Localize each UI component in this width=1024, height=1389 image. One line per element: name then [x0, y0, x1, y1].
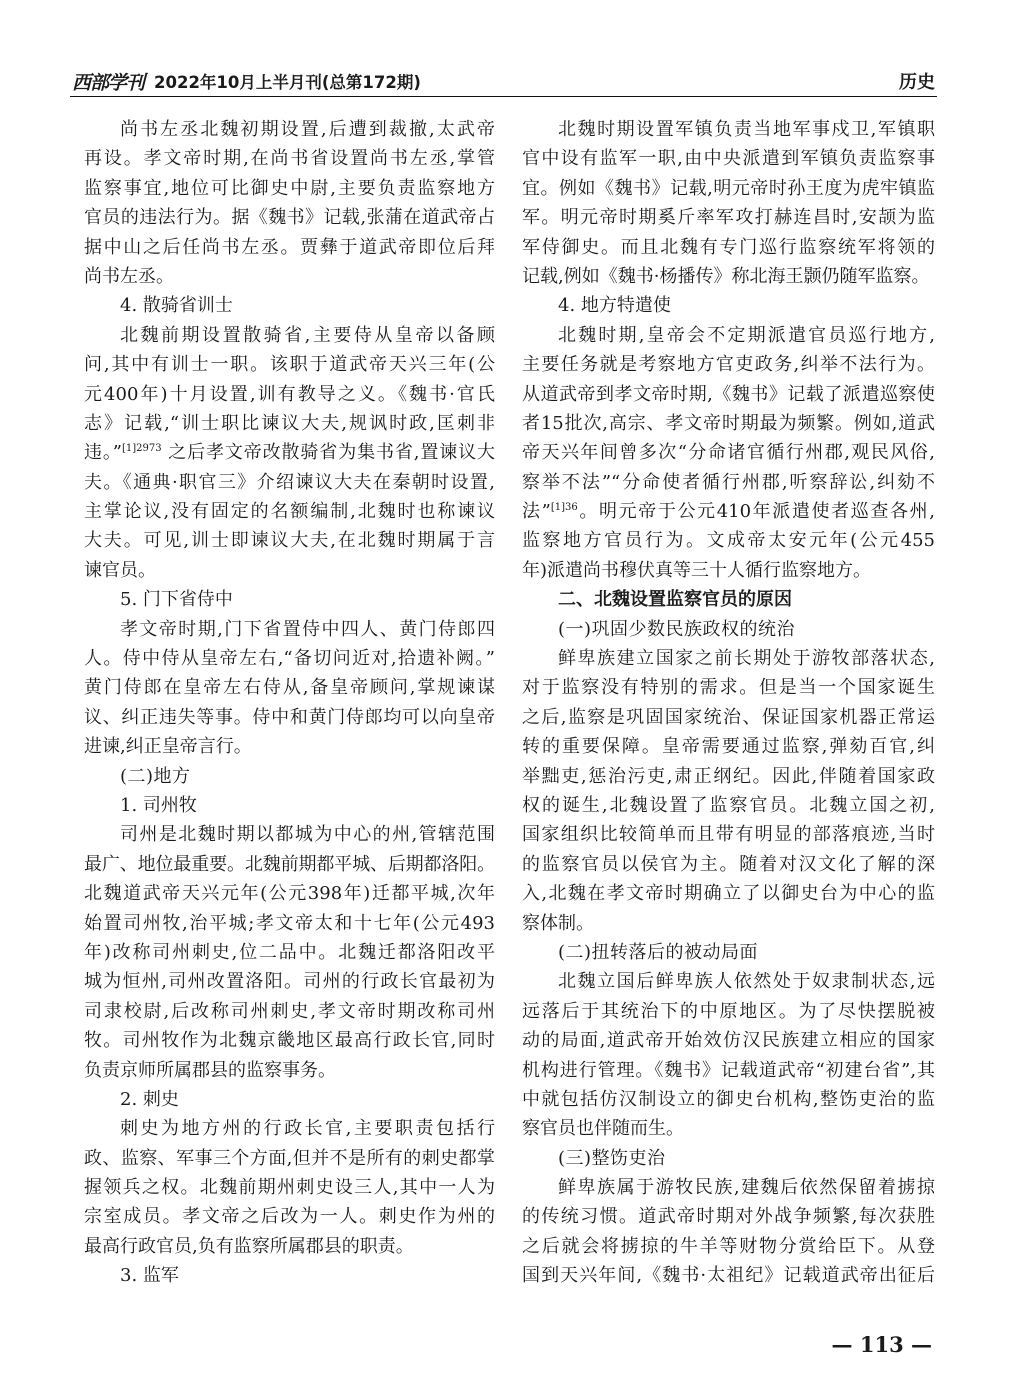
section-heading: 4. 地方特遣使: [558, 295, 671, 317]
text-line: 权的诞生,北魏设置了监察官员。北魏立国之初,: [522, 794, 935, 816]
text-line: 司州是北魏时期以都城为中心的州,管辖范围: [120, 824, 495, 846]
text-line: 机构进行管理。《魏书》记载道武帝“初建台省”,其: [522, 1059, 935, 1081]
text-line: 远落后于其统治下的中原地区。为了尽快摆脱被: [522, 1000, 935, 1022]
text-line: 主要任务就是考察地方官吏政务,纠举不法行为。: [522, 354, 935, 376]
section-heading: (二)扭转落后的被动局面: [558, 941, 759, 963]
text-line: 对于监察没有特别的需求。但是当一个国家诞生: [522, 677, 935, 699]
text-line: 元400年)十月设置,训有教导之义。《魏书·官氏: [84, 383, 495, 405]
running-header: [70, 70, 937, 97]
text-line: 监察地方官员行为。文成帝太安元年(公元455: [522, 530, 935, 552]
text-line: 北魏立国后鲜卑族人依然处于奴隶制状态,远: [558, 971, 935, 993]
text-line: 负责京师所属郡县的监察事务。: [84, 1059, 336, 1081]
text-line: 握领兵之权。北魏前期州刺史设三人,其中一人为: [84, 1177, 495, 1199]
section-heading: (三)整饬吏治: [558, 1147, 666, 1169]
text-line: 问,其中有训士一职。该职于道武帝天兴三年(公: [84, 354, 495, 376]
section-heading: 二、北魏设置监察官员的原因: [558, 589, 792, 611]
right-column: [522, 115, 935, 1291]
text-line: 军。明元帝时期奚斤率军攻打赫连昌时,安颉为监: [522, 207, 935, 229]
text-line: 者15批次,高宗、孝文帝时期最为频繁。例如,道武: [522, 412, 935, 434]
text-line: 孝文帝时期,门下省置侍中四人、黄门侍郎四: [120, 618, 495, 640]
text-line: 最高行政官员,负有监察所属郡县的职责。: [84, 1235, 414, 1257]
text-line: 中就包括仿汉制设立的御史台机构,整饬吏治的监: [522, 1088, 935, 1110]
section-heading: 4. 散骑省训士: [120, 295, 233, 317]
section-label: 历史: [899, 72, 935, 93]
text-line: 大夫。可见,训士即谏议大夫,在北魏时期属于言: [84, 530, 495, 552]
text-line: 记载,例如《魏书·杨播传》称北海王颢仍随军监察。: [522, 265, 930, 287]
text-line: [84, 438, 495, 467]
text-line: 主掌论议,没有固定的名额编制,北魏时也称谏议: [84, 501, 495, 523]
text-line: 司隶校尉,后改称司州刺史,孝文帝时期改称司州: [84, 1000, 495, 1022]
section-heading: 1. 司州牧: [120, 794, 197, 816]
text-line: 转的重要保障。皇帝需要通过监察,弹劾百官,纠: [522, 736, 935, 758]
text-line: 察体制。: [522, 912, 594, 934]
text-line: 年)派遣尚书穆伏真等三十人循行监察地方。: [522, 559, 872, 581]
text-line: 谏官员。: [84, 559, 156, 581]
text-line: 帝天兴年间曾多次“分命诸官循行州郡,观民风俗,: [522, 442, 935, 464]
text-line: 的传统习惯。道武帝时期对外战争频繁,每次获胜: [522, 1206, 935, 1228]
text-line: 的监察官员以侯官为主。随着对汉文化了解的深: [522, 853, 935, 875]
text-line: 动的局面,道武帝开始效仿汉民族建立相应的国家: [522, 1030, 935, 1052]
text-line: 察官员也伴随而生。: [522, 1118, 684, 1140]
left-column: [84, 115, 495, 1291]
text-line: 国家组织比较简单而且带有明显的部落痕迹,当时: [522, 824, 935, 846]
text-line: 北魏时期,皇帝会不定期派遣官员巡行地方,: [558, 324, 935, 346]
section-heading: 5. 门下省侍中: [120, 589, 233, 611]
text-line: 进谏,纠正皇帝言行。: [84, 736, 252, 758]
text-line: 再设。孝文帝时期,在尚书省设置尚书左丞,掌管: [84, 148, 495, 170]
issue-info: 2022年10月上半月刊(总第172期): [154, 73, 421, 92]
text-line: 黄门侍郎在皇帝左右侍从,备皇帝顾问,掌规谏谋: [84, 677, 495, 699]
text-line: 北魏时期设置军镇负责当地军事戍卫,军镇职: [558, 119, 935, 140]
page-number: — 113 —: [831, 1332, 932, 1357]
section-heading: (二)地方: [120, 765, 191, 787]
text-line: 北魏前期设置散骑省,主要侍从皇帝以备顾: [120, 324, 495, 346]
text-line: 刺史为地方州的行政长官,主要职责包括行: [120, 1118, 495, 1140]
citation-superscript: [1]2973: [121, 443, 162, 455]
text-segment: 违。”: [84, 442, 122, 464]
text-line: 从道武帝到孝文帝时期,《魏书》记载了派遣巡察使: [522, 383, 935, 405]
text-line: 据中山之后任尚书左丞。贾彝于道武帝即位后拜: [84, 236, 495, 258]
text-line: 最广、地位最重要。北魏前期都平城、后期都洛阳。: [84, 853, 495, 875]
text-line: 举黜吏,惩治污吏,肃正纲纪。因此,伴随着国家政: [522, 765, 935, 787]
text-line: 官中设有监军一职,由中央派遣到军镇负责监察事: [522, 148, 935, 170]
text-line: 入,北魏在孝文帝时期确立了以御史台为中心的监: [522, 883, 935, 905]
text-line: 鲜卑族属于游牧民族,建魏后依然保留着掳掠: [558, 1177, 935, 1199]
text-line: 尚书左丞北魏初期设置,后遭到裁撤,太武帝: [120, 119, 495, 140]
text-line: 尚书左丞。: [84, 265, 174, 287]
text-line: 官员的违法行为。据《魏书》记载,张蒲在道武帝占: [84, 207, 495, 229]
text-line: 始置司州牧,治平城;孝文帝太和十七年(公元493: [84, 912, 495, 934]
text-line: 志》记载,“训士职比谏议大夫,规讽时政,匡刺非: [84, 412, 495, 434]
text-line: 人。侍中侍从皇帝左右,“备切问近对,拾遗补阙。”: [84, 648, 495, 670]
text-line: 监察事宜,地位可比御史中尉,主要负责监察地方: [84, 177, 495, 199]
text-line: 国到天兴年间,《魏书·太祖纪》记载道武帝出征后: [522, 1265, 935, 1287]
text-line: 鲜卑族建立国家之前长期处于游牧部落状态,: [558, 648, 935, 670]
text-segment: 法”: [522, 501, 551, 523]
text-line: 之后,监察是巩固国家统治、保证国家机器正常运: [522, 706, 935, 728]
citation-superscript: [1]36: [550, 502, 578, 514]
text-line: 军侍御史。而且北魏有专门巡行监察统军将领的: [522, 236, 935, 258]
journal-logo: 西部学刊: [72, 72, 145, 94]
text-line: [522, 497, 935, 526]
text-line: 城为恒州,司州改置洛阳。司州的行政长官最初为: [84, 971, 495, 993]
text-line: 宜。例如《魏书》记载,明元帝时孙王度为虎牢镇监: [522, 177, 935, 199]
text-line: 之后就会将掳掠的牛羊等财物分赏给臣下。从登: [522, 1235, 935, 1257]
text-line: 察举不法”“分命使者循行州郡,听察辞讼,纠劾不: [522, 471, 935, 493]
text-line: 年)改称司州刺史,位二品中。北魏迁都洛阳改平: [84, 941, 495, 963]
text-line: 北魏道武帝天兴元年(公元398年)迁都平城,次年: [84, 883, 495, 905]
section-heading: 3. 监军: [120, 1265, 179, 1287]
text-line: 议、纠正违失等事。侍中和黄门侍郎均可以向皇帝: [84, 706, 495, 728]
text-line: 夫。《通典·职官三》介绍谏议大夫在秦朝时设置,: [84, 471, 495, 493]
text-line: 牧。司州牧作为北魏京畿地区最高行政长官,同时: [84, 1030, 495, 1052]
text-line: 宗室成员。孝文帝之后改为一人。刺史作为州的: [84, 1206, 495, 1228]
text-segment: 。明元帝于公元410年派遣使者巡查各州,: [577, 501, 936, 523]
text-line: 政、监察、军事三个方面,但并不是所有的刺史都掌: [84, 1147, 495, 1169]
text-segment: 之后孝文帝改散骑省为集书省,置谏议大: [161, 442, 495, 464]
section-heading: 2. 刺史: [120, 1088, 179, 1110]
section-heading: (一)巩固少数民族政权的统治: [558, 618, 796, 640]
